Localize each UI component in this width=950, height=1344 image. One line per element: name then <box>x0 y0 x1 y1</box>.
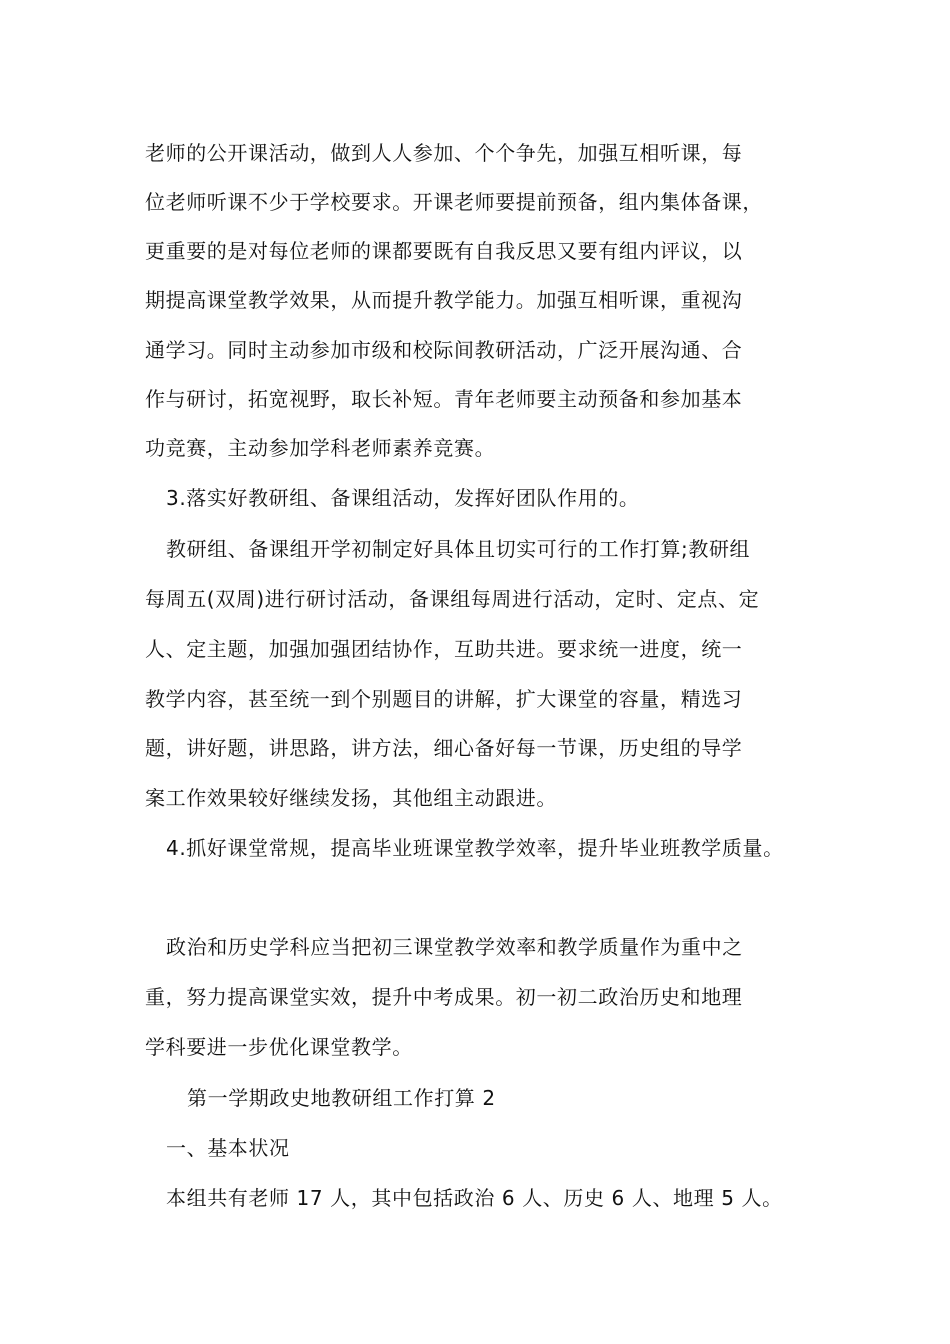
paragraph-line: 位老师听课不少于学校要求。开课老师要提前预备，组内集体备课， <box>145 190 763 214</box>
paragraph-line: 政治和历史学科应当把初三课堂教学效率和教学质量作为重中之 <box>166 935 743 959</box>
paragraph-line: 本组共有老师 17 人，其中包括政治 6 人、历史 6 人、地理 5 人。 <box>166 1186 783 1210</box>
paragraph-line: 教研组、备课组开学初制定好具体且切实可行的工作打算;教研组 <box>166 537 751 561</box>
paragraph-line: 人、定主题，加强加强团结协作，互助共进。要求统一进度，统一 <box>145 637 743 661</box>
paragraph-line: 每周五(双周)进行研讨活动，备课组每周进行活动，定时、定点、定 <box>145 587 760 611</box>
paragraph-line: 老师的公开课活动，做到人人参加、个个争先，加强互相听课，每 <box>145 141 743 165</box>
section-heading: 4.抓好课堂常规，提高毕业班课堂教学效率，提升毕业班教学质量。 <box>166 836 784 860</box>
paragraph-line: 重，努力提高课堂实效，提升中考成果。初一初二政治历史和地理 <box>145 985 743 1009</box>
paragraph-line: 教学内容，甚至统一到个别题目的讲解，扩大课堂的容量，精选习 <box>145 687 743 711</box>
paragraph-line: 题，讲好题，讲思路，讲方法，细心备好每一节课，历史组的导学 <box>145 736 743 760</box>
paragraph-line: 学科要进一步优化课堂教学。 <box>145 1035 413 1059</box>
paragraph-line: 更重要的是对每位老师的课都要既有自我反思又要有组内评议，以 <box>145 239 743 263</box>
paragraph-line: 功竞赛，主动参加学科老师素养竞赛。 <box>145 436 496 460</box>
section-heading: 一、基本状况 <box>166 1136 290 1160</box>
section-heading: 3.落实好教研组、备课组活动，发挥好团队作用的。 <box>166 486 640 510</box>
paragraph-line: 作与研讨，拓宽视野，取长补短。青年老师要主动预备和参加基本 <box>145 387 743 411</box>
paragraph-line: 案工作效果较好继续发扬，其他组主动跟进。 <box>145 786 557 810</box>
document-subtitle: 第一学期政史地教研组工作打算 2 <box>187 1086 496 1110</box>
paragraph-line: 通学习。同时主动参加市级和校际间教研活动，广泛开展沟通、合 <box>145 338 743 362</box>
paragraph-line: 期提高课堂教学效果，从而提升教学能力。加强互相听课，重视沟 <box>145 288 743 312</box>
